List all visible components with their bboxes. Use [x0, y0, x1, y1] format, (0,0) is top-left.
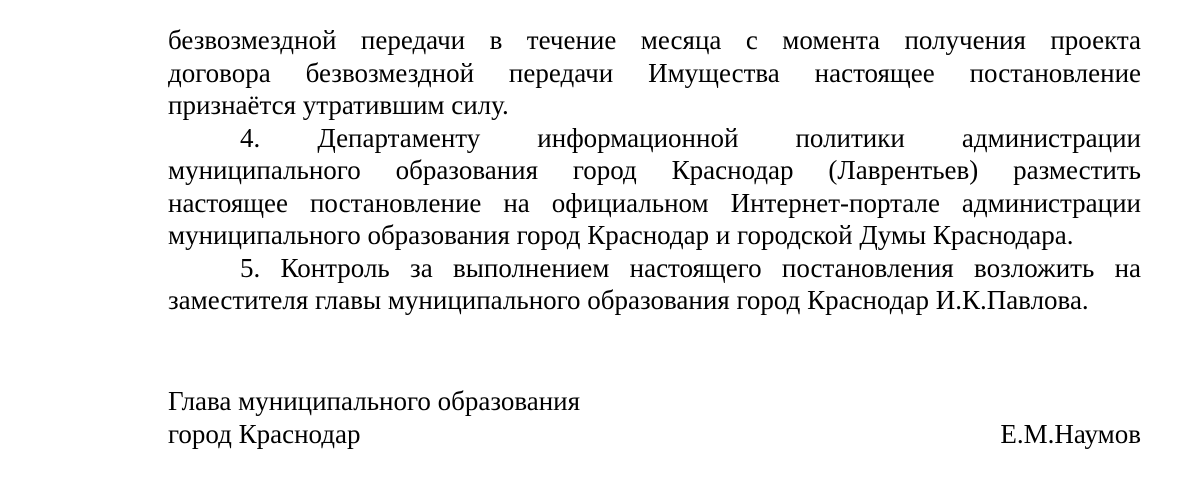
- paragraph-5-line-2: заместителя главы муниципального образования город Краснодар И.К.Павлова.: [168, 285, 1089, 315]
- paragraph-4-line-4: муниципального образования город Краснодар и городской Думы Краснодара.: [168, 220, 1074, 250]
- signature-position-row-1: [168, 385, 1141, 418]
- paragraph-4-line-1: 4. Департаменту информационной политики администрации: [240, 122, 1141, 153]
- document-body: [168, 24, 1141, 317]
- paragraph-4-line-2: муниципального образования город Краснодар (Лаврентьев) разместить: [168, 155, 1141, 185]
- paragraph-3-line-3: признаётся утратившим силу.: [168, 90, 509, 120]
- signatory-name: Е.М.Наумов: [1000, 418, 1141, 449]
- paragraph-3-line-2: договора безвозмездной передачи Имущества настоящее постановление: [168, 57, 1141, 88]
- signature-block: [168, 385, 1141, 450]
- paragraph-5-line-1: 5. Контроль за выполнением настоящего постановления возложить на: [240, 252, 1141, 283]
- paragraph-4-line-3: настоящее постановление на официальном Интернет-портале администрации: [168, 187, 1141, 218]
- signature-position-title: Глава муниципального образования: [168, 386, 581, 416]
- paragraph-3-line-1: безвозмездной передачи в течение месяца с момента получения проекта: [168, 25, 1141, 55]
- signature-position-row-2: [168, 418, 1141, 451]
- signature-position-city: город Краснодар: [168, 418, 361, 449]
